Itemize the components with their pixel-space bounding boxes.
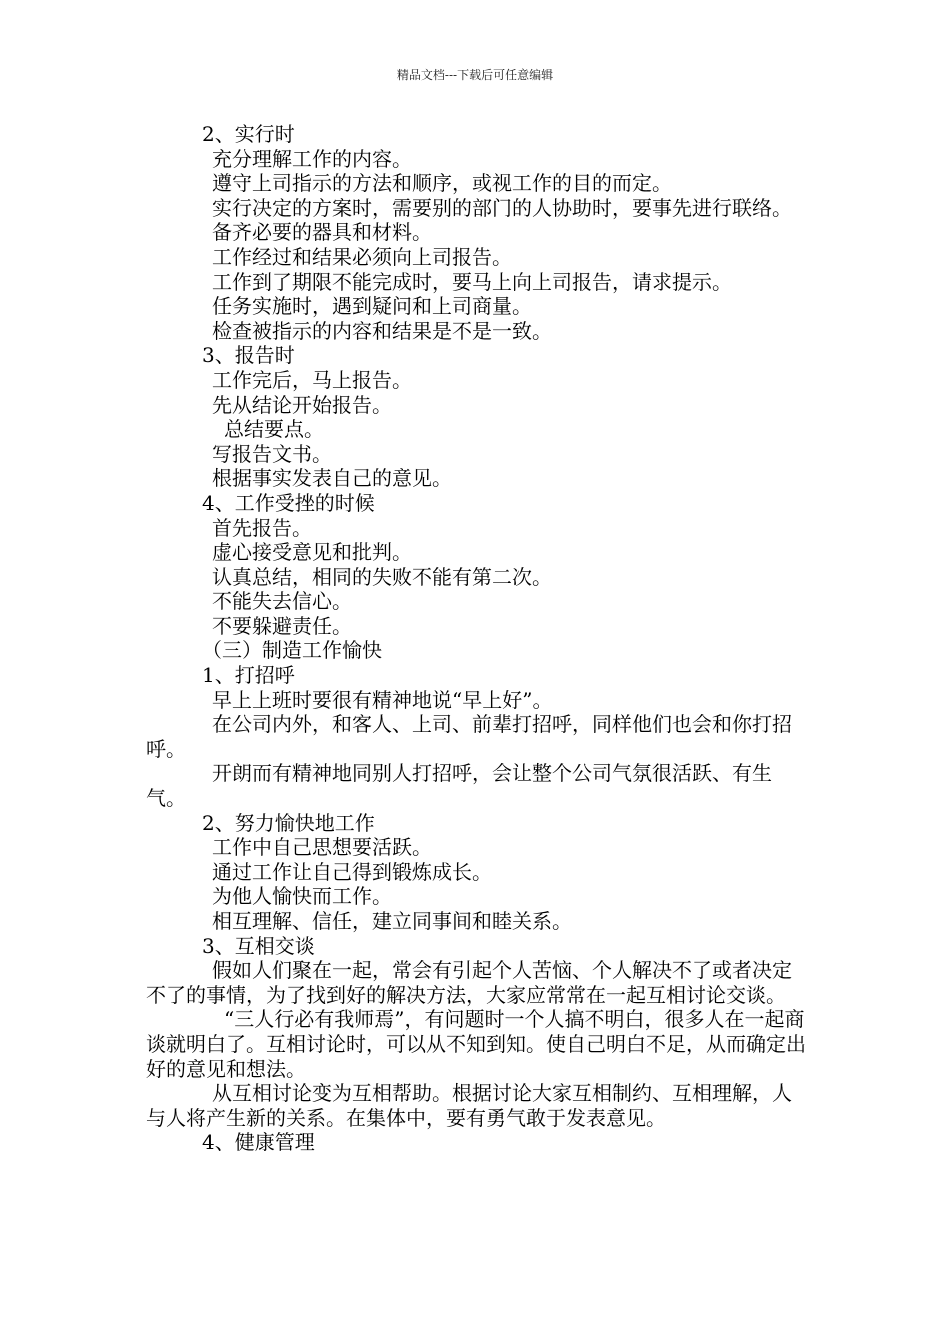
paragraph: 从互相讨论变为互相帮助。根据讨论大家互相制约、互相理解，人与人将产生新的关系。在集体中，要有勇气敢于发表意见。: [146, 1081, 792, 1130]
list-item: 先从结论开始报告。: [212, 392, 392, 417]
section-heading: 4、健康管理: [202, 1130, 315, 1155]
list-item: 检查被指示的内容和结果是不是一致。: [212, 318, 552, 343]
section-heading: 1、打招呼: [202, 663, 295, 688]
list-item: 写报告文书。: [212, 441, 332, 466]
list-item: 充分理解工作的内容。: [212, 146, 412, 171]
list-item: 认真总结，相同的失败不能有第二次。: [212, 564, 552, 589]
paragraph: 在公司内外，和客人、上司、前辈打招呼，同样他们也会和你打招呼。: [146, 712, 792, 761]
section-heading: 3、互相交谈: [202, 933, 315, 958]
section-heading: 2、努力愉快地工作: [202, 810, 375, 835]
list-item: 备齐必要的器具和材料。: [212, 220, 432, 245]
list-item: 相互理解、信任，建立同事间和睦关系。: [212, 909, 572, 933]
section-heading: 2、实行时: [202, 122, 295, 146]
list-item: 早上上班时要很有精神地说“早上好”。: [212, 687, 553, 712]
section-heading: 4、工作受挫的时候: [202, 490, 375, 515]
list-item: 为他人愉快而工作。: [212, 884, 392, 909]
paragraph: 假如人们聚在一起，常会有引起个人苦恼、个人解决不了或者决定不了的事情，为了找到好的解决方法，大家应常常在一起互相讨论交谈。: [146, 958, 792, 1007]
page-header: 精品文档---下载后可任意编辑: [396, 68, 554, 82]
list-item: 根据事实发表自己的意见。: [212, 466, 452, 491]
list-item: 首先报告。: [212, 515, 312, 540]
chapter-heading: （三）制造工作愉快: [202, 638, 382, 663]
paragraph: 实行决定的方案时，需要别的部门的人协助时，要事先进行联络。: [212, 195, 792, 220]
list-item: 任务实施时，遇到疑问和上司商量。: [212, 294, 532, 319]
list-item: 通过工作让自己得到锻炼成长。: [212, 859, 492, 884]
paragraph: 开朗而有精神地同别人打招呼，会让整个公司气氛很活跃、有生气。: [146, 761, 772, 811]
list-item: 总结要点。: [224, 417, 324, 442]
list-item: 工作完后，马上报告。: [212, 367, 412, 392]
list-item: 虚心接受意见和批判。: [212, 540, 412, 565]
section-heading: 3、报告时: [202, 343, 295, 368]
paragraph: “三人行必有我师焉”，有问题时一个人搞不明白，很多人在一起商谈就明白了。互相讨论时，可以从不知到知。使自己明白不足，从而确定出好的意见和想法。: [146, 1007, 806, 1081]
list-item: 工作到了期限不能完成时，要马上向上司报告，请求提示。: [212, 269, 732, 294]
list-item: 不能失去信心。: [212, 589, 352, 614]
list-item: 工作经过和结果必须向上司报告。: [212, 244, 512, 269]
list-item: 遵守上司指示的方法和顺序，或视工作的目的而定。: [212, 171, 672, 196]
list-item: 工作中自己思想要活跃。: [212, 835, 432, 860]
document-body: [146, 122, 810, 1155]
list-item: 不要躲避责任。: [212, 613, 352, 638]
